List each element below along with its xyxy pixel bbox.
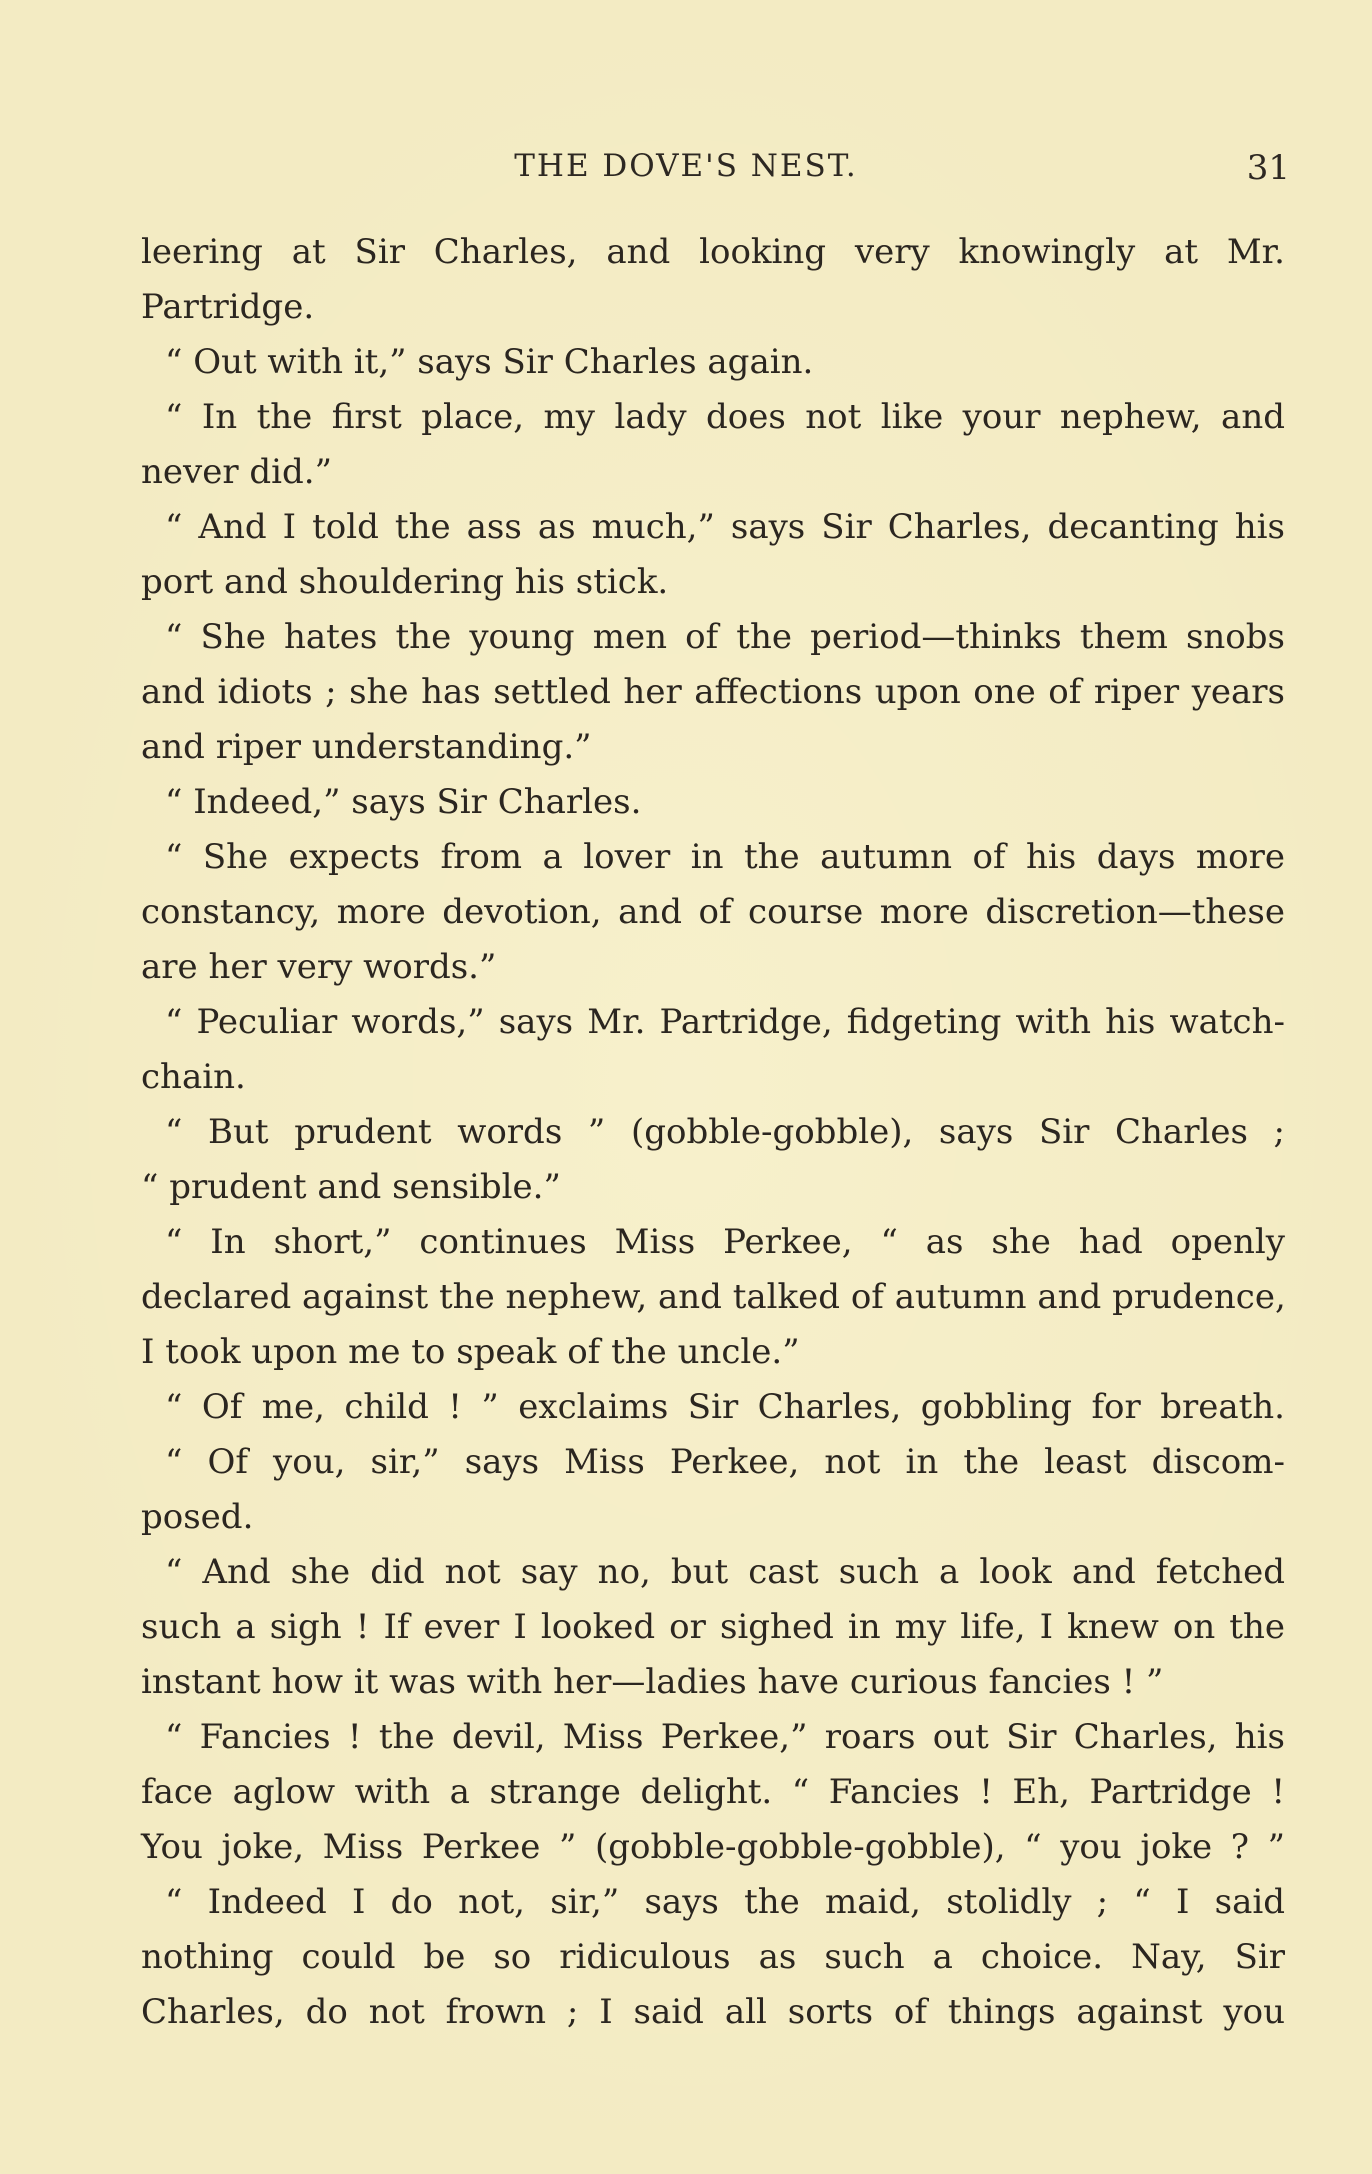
- text-line: “ And I told the ass as much,” says Sir Charles, decanting his: [165, 507, 1285, 547]
- text-line: “ But prudent words ” (gobble-gobble), says Sir Charles ;: [165, 1112, 1285, 1152]
- text-line: are her very words.”: [141, 947, 497, 987]
- text-line: I took upon me to speak of the uncle.”: [141, 1332, 800, 1372]
- text-line: “ Peculiar words,” says Mr. Partridge, fidgeting with his watch-: [165, 1002, 1285, 1042]
- body-text: [141, 225, 1285, 2040]
- text-line: “ Indeed I do not, sir,” says the maid, stolidly ; “ I said: [165, 1882, 1285, 1922]
- text-line: “ And she did not say no, but cast such a look and fetched: [165, 1552, 1285, 1592]
- text-line: nothing could be so ridiculous as such a choice. Nay, Sir: [141, 1937, 1285, 1977]
- text-line: Partridge.: [141, 287, 315, 327]
- text-line: “ Indeed,” says Sir Charles.: [165, 782, 642, 822]
- text-line: face aglow with a strange delight. “ Fancies ! Eh, Partridge !: [141, 1772, 1285, 1812]
- running-head: THE DOVE'S NEST.: [514, 148, 858, 184]
- text-line: “ Fancies ! the devil, Miss Perkee,” roars out Sir Charles, his: [165, 1717, 1285, 1757]
- text-line: constancy, more devotion, and of course more discretion—these: [141, 892, 1285, 932]
- text-line: “ Of me, child ! ” exclaims Sir Charles, gobbling for breath.: [165, 1387, 1285, 1427]
- text-line: never did.”: [141, 452, 333, 492]
- text-line: leering at Sir Charles, and looking very knowingly at Mr.: [141, 232, 1285, 272]
- text-line: posed.: [141, 1497, 254, 1537]
- text-line: “ Of you, sir,” says Miss Perkee, not in the least discom-: [165, 1442, 1285, 1482]
- page-number: 31: [1246, 148, 1290, 188]
- text-line: “ In short,” continues Miss Perkee, “ as she had openly: [165, 1222, 1285, 1262]
- text-line: “ Out with it,” says Sir Charles again.: [165, 342, 814, 382]
- text-line: and idiots ; she has settled her affections upon one of riper years: [141, 672, 1285, 712]
- text-line: “ In the first place, my lady does not like your nephew, and: [165, 397, 1285, 437]
- text-line: “ prudent and sensible.”: [141, 1167, 561, 1207]
- text-line: “ She hates the young men of the period—thinks them snobs: [165, 617, 1285, 657]
- text-line: chain.: [141, 1057, 246, 1097]
- text-line: instant how it was with her—ladies have curious fancies ! ”: [141, 1662, 1164, 1702]
- text-line: and riper understanding.”: [141, 727, 592, 767]
- text-line: port and shouldering his stick.: [141, 562, 669, 602]
- page-header: [0, 148, 1372, 188]
- text-line: declared against the nephew, and talked of autumn and prudence,: [141, 1277, 1286, 1317]
- text-line: such a sigh ! If ever I looked or sighed in my life, I knew on the: [141, 1607, 1285, 1647]
- text-line: Charles, do not frown ; I said all sorts of things against you: [141, 1992, 1285, 2032]
- text-line: You joke, Miss Perkee ” (gobble-gobble-gobble), “ you joke ? ”: [141, 1827, 1285, 1867]
- text-line: “ She expects from a lover in the autumn of his days more: [165, 837, 1285, 877]
